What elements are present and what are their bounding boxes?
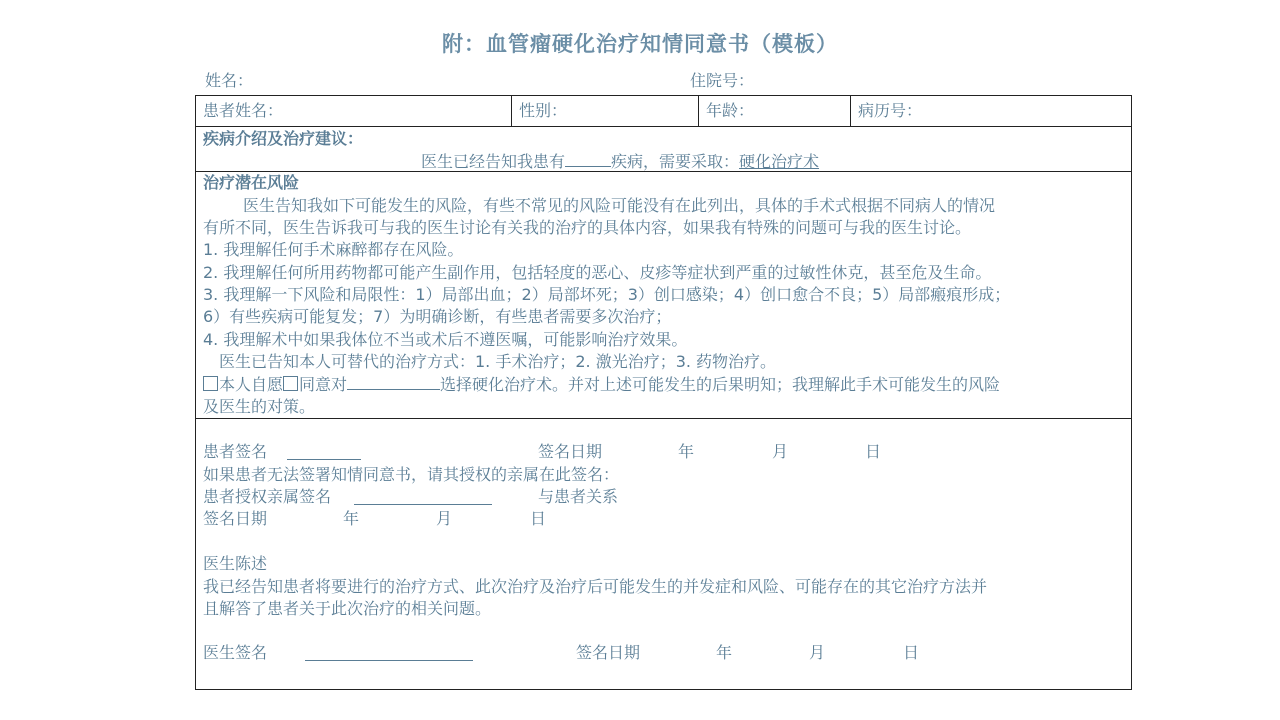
doctor-sign-year: 年 <box>716 643 733 662</box>
consent-statement-continued: 及医生的对策。 <box>203 397 316 416</box>
patient-signature-label: 患者签名 <box>203 442 268 461</box>
document-title: 附：血管瘤硬化治疗知情同意书（模板） <box>442 32 838 56</box>
voluntary-checkbox[interactable] <box>203 376 218 391</box>
doctor-sign-month: 月 <box>809 643 826 662</box>
doctor-signature-label: 医生签名 <box>203 643 268 662</box>
doctor-statement-line-2: 且解答了患者关于此次治疗的相关问题。 <box>203 599 492 618</box>
doctor-statement-heading: 医生陈述 <box>203 554 268 573</box>
proxy-sign-date-label: 签名日期 <box>203 509 268 528</box>
risk-item-1: 1. 我理解任何手术麻醉都存在风险。 <box>203 240 464 259</box>
proxy-note: 如果患者无法签署知情同意书，请其授权的亲属在此签名： <box>203 465 620 484</box>
patient-sign-day: 日 <box>865 442 882 461</box>
consent-statement: 本人自愿 同意对 选择硬化治疗术。并对上述可能发生的后果明知；我理解此手术可能发生的风险 <box>203 373 1000 396</box>
proxy-sign-year: 年 <box>343 509 360 528</box>
proxy-sign-month: 月 <box>436 509 453 528</box>
doctor-signature-line[interactable] <box>305 644 473 661</box>
doctor-sign-day: 日 <box>903 643 920 662</box>
risk-item-3-continued: 6）有些疾病可能复发；7）为明确诊断，有些患者需要多次治疗； <box>203 307 672 326</box>
patient-signature-line[interactable] <box>287 443 361 460</box>
patient-sign-date-label: 签名日期 <box>538 442 603 461</box>
risk-item-4: 4. 我理解术中如果我体位不当或术后不遵医嘱，可能影响治疗效果。 <box>203 330 688 349</box>
gender-field[interactable]: 性别： <box>519 101 568 120</box>
disease-heading: 疾病介绍及治疗建议： <box>203 129 364 148</box>
alternative-treatments: 医生已告知本人可替代的治疗方式：1. 手术治疗；2. 激光治疗；3. 药物治疗。 <box>219 352 777 371</box>
risks-intro-line-2: 有所不同，医生告诉我可与我的医生讨论有关我的治疗的具体内容，如果我有特殊的问题可与我的医生讨论。 <box>203 218 972 237</box>
patient-sign-month: 月 <box>772 442 789 461</box>
patient-info-row <box>196 96 1131 126</box>
risks-intro-line-1: 医生告知我如下可能发生的风险，有些不常见的风险可能没有在此列出，具体的手术式根据不同病人的情况 <box>243 196 996 215</box>
age-field[interactable]: 年龄： <box>706 101 755 120</box>
disease-blank[interactable] <box>565 150 611 167</box>
consent-blank[interactable] <box>347 373 440 390</box>
agree-checkbox[interactable] <box>283 376 298 391</box>
disease-statement: 医生已经告知我患有 疾病，需要采取：硬化治疗术 <box>421 152 820 171</box>
risks-heading: 治疗潜在风险 <box>203 173 300 192</box>
proxy-signature-label: 患者授权亲属签名 <box>203 487 332 506</box>
treatment-name: 硬化治疗术 <box>739 152 820 171</box>
patient-sign-year: 年 <box>678 442 695 461</box>
risk-item-3: 3. 我理解一下风险和局限性：1）局部出血；2）局部坏死；3）创口感染；4）创口愈合不良；5）局部瘢痕形成； <box>203 285 1011 304</box>
doctor-statement-line-1: 我已经告知患者将要进行的治疗方式、此次治疗及治疗后可能发生的并发症和风险、可能存在的其它治疗方法并 <box>203 577 988 596</box>
risk-item-2: 2. 我理解任何所用药物都可能产生副作用，包括轻度的恶心、皮疹等症状到严重的过敏性休克，甚至危及生命。 <box>203 263 992 282</box>
relation-label: 与患者关系 <box>538 487 619 506</box>
record-number-field[interactable]: 病历号： <box>858 101 923 120</box>
consent-form-table <box>195 95 1132 690</box>
doctor-sign-date-label: 签名日期 <box>576 643 641 662</box>
hospital-number-label: 住院号： <box>690 71 755 90</box>
proxy-sign-day: 日 <box>530 509 547 528</box>
patient-name-field[interactable]: 患者姓名： <box>203 101 284 120</box>
proxy-signature-line[interactable] <box>354 488 492 505</box>
name-label: 姓名： <box>205 71 254 90</box>
